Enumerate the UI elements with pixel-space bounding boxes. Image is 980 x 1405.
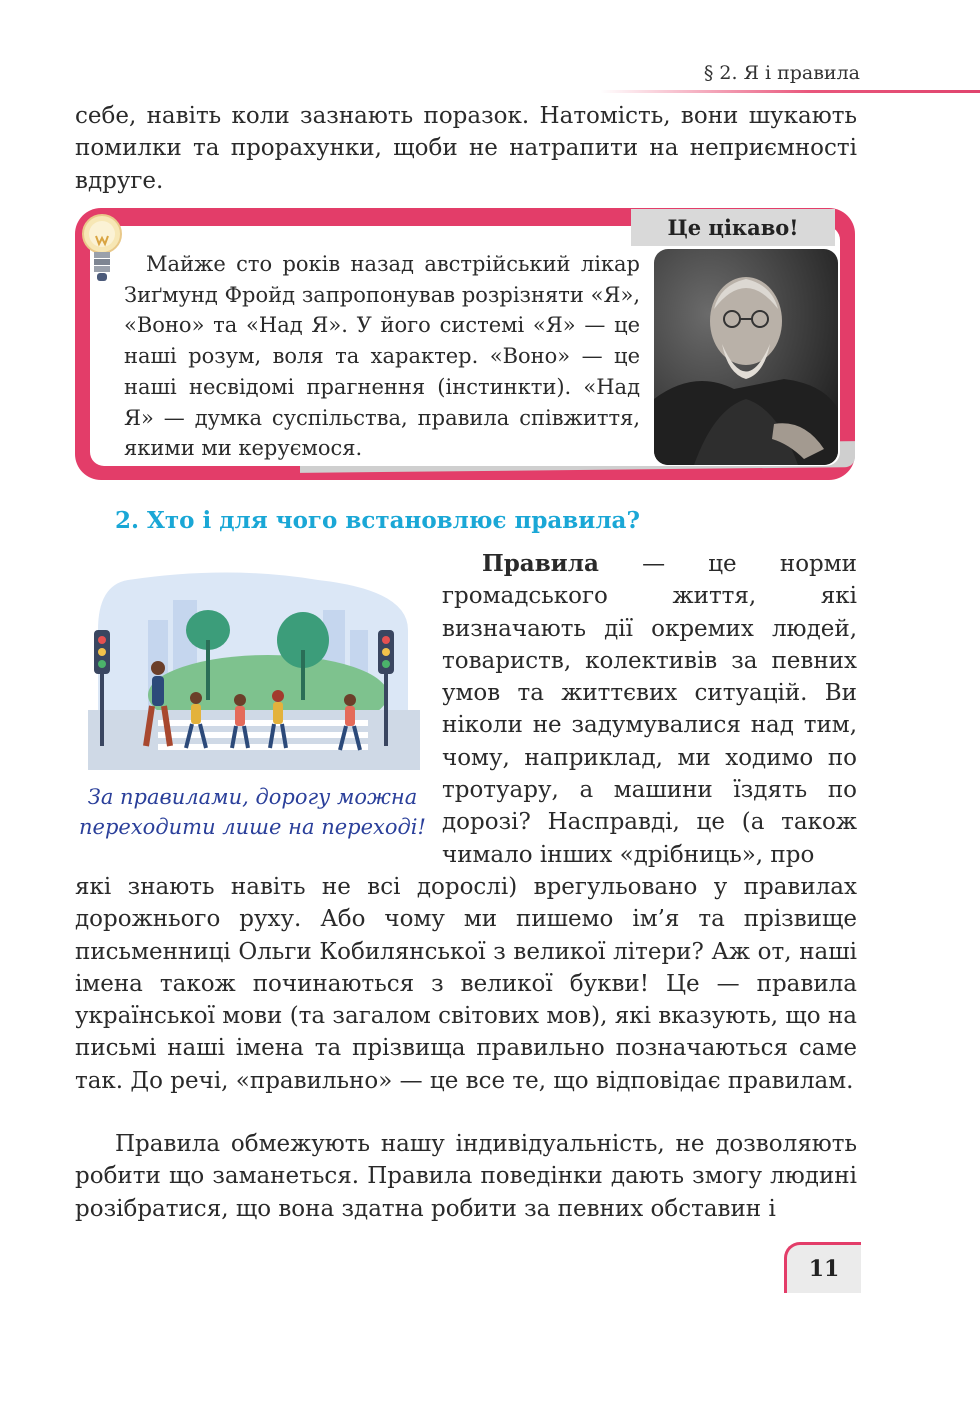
rules-definition: — це норми громадського життя, які визначають дії окремих людей, товариств, колективів за певних умов та життєвих ситуацій. Ви ніколи не задумувалися над тим, чому, наприклад, ми ходимо по тротуару, а машини їздять по дорозі? Насправді, це (а також чимало інших «дрібниць», про: [442, 551, 857, 868]
freud-photo: [654, 249, 838, 465]
crosswalk-illustration: [88, 570, 420, 770]
rules-term: Правила: [482, 550, 599, 577]
continuation-paragraph: які знають навіть не всі дорослі) врегульовано у правилах дорожнього руху. Або чому ми пишемо ім’я та прізвище письменниці Ольги Кобилянської з великої літери? Аж от, наші імена також починаються з великої букви! Це — правила української мови (та загалом світових мов), які вказують, що на письмі наші імена та прізвища правильно позначаються саме так. До речі, «правильно» — це все те, що відповідає правилам.: [75, 874, 857, 1094]
section-header: § 2. Я і правила: [703, 62, 860, 84]
info-box-tab: Це цікаво!: [631, 209, 835, 246]
illustration-caption: За правилами, дорогу можна переходити лише на переході!: [79, 785, 426, 839]
section-title: 2. Хто і для чого встановлює правила?: [115, 507, 640, 534]
rules-paragraph: [442, 548, 857, 871]
final-paragraph: Правила обмежують нашу індивідуальність, не дозволяють робити що заманеться. Правила поведінки дають змогу людині розібратися, що вона здатна робити за певних обставин і: [75, 1131, 857, 1222]
info-box-text: Майже сто років назад австрійський лікар Зиґмунд Фройд запропонував розрізняти «Я», «Воно» та «Над Я». У його системі «Я» — це наші розум, воля та характер. «Воно» — це наші несвідомі прагнення (інстинкти). «Над Я» — думка суспільства, правила співжиття, якими ми керуємося.: [124, 252, 640, 461]
intro-paragraph: себе, навіть коли зазнають поразок. Натомість, вони шукають помилки та прорахунки, щоби не натрапити на неприємності вдруге.: [75, 103, 857, 194]
lightbulb-icon: [80, 210, 124, 290]
header-rule: [600, 90, 980, 93]
page-number: 11: [784, 1242, 861, 1293]
